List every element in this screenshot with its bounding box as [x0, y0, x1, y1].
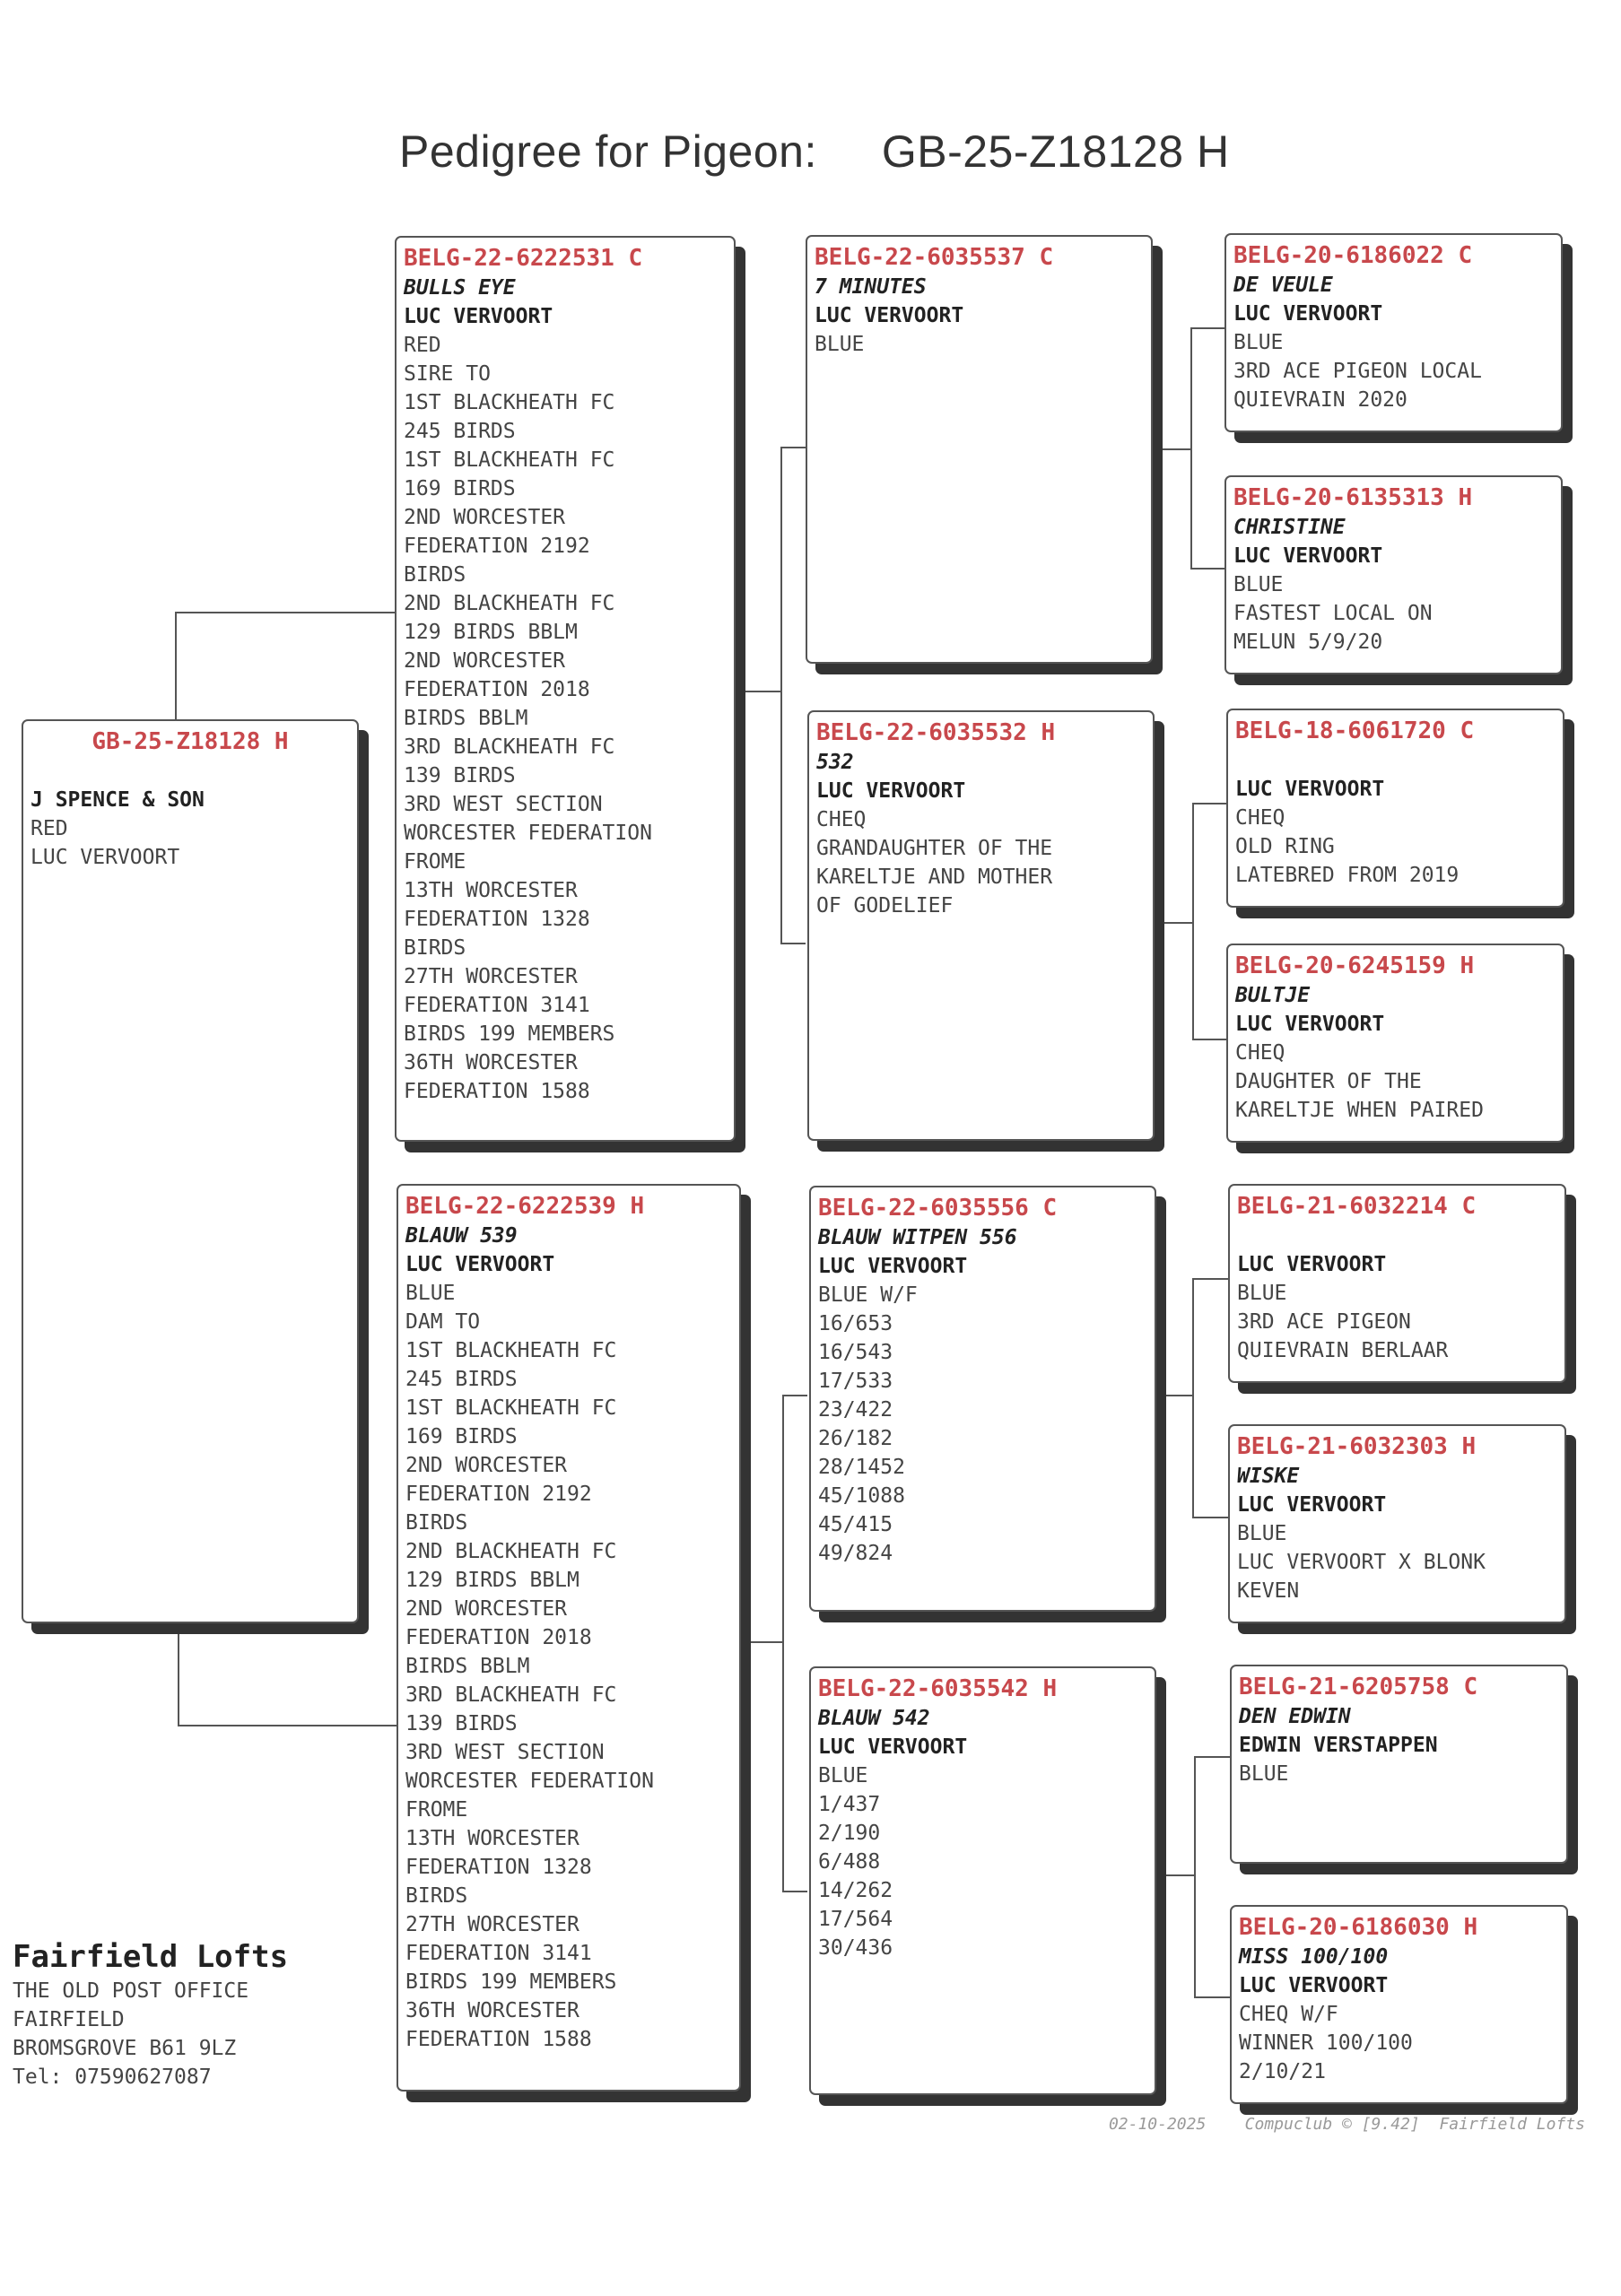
- detail-line: FEDERATION 2192: [404, 535, 590, 558]
- footer-loft: Fairfield Lofts: [1439, 2115, 1585, 2134]
- ring-number: BELG-18-6061720 C: [1235, 718, 1475, 744]
- detail-line: BIRDS: [404, 936, 466, 960]
- detail-line: 30/436: [818, 1936, 893, 1960]
- detail-line: OF GODELIEF: [816, 894, 954, 918]
- detail-line: 23/422: [818, 1398, 893, 1422]
- pigeon-name: WISKE: [1237, 1465, 1300, 1488]
- connector: [1192, 803, 1226, 804]
- detail-line: FEDERATION 1588: [405, 2028, 592, 2051]
- detail-line: 245 BIRDS: [405, 1368, 518, 1391]
- loft-name: Fairfield Lofts: [13, 1939, 289, 1975]
- detail-line: 16/653: [818, 1312, 893, 1335]
- dam-sire-sire-card: [1228, 1184, 1566, 1383]
- connector: [1192, 803, 1194, 1040]
- detail-line: BLUE: [1237, 1522, 1287, 1545]
- print-date: 02-10-2025: [1108, 2115, 1207, 2134]
- connector: [175, 612, 395, 613]
- pigeon-name: DEN EDWIN: [1239, 1705, 1351, 1728]
- breeder: LUC VERVOORT: [31, 846, 180, 869]
- loft-address-line: BROMSGROVE B61 9LZ: [13, 2037, 237, 2060]
- detail-line: BIRDS 199 MEMBERS: [405, 1970, 617, 1994]
- detail-line: 13TH WORCESTER: [404, 879, 578, 902]
- connector: [780, 447, 782, 944]
- detail-line: 28/1452: [818, 1456, 905, 1479]
- ring-number: BELG-21-6032303 H: [1237, 1433, 1477, 1460]
- owner: LUC VERVOORT: [1233, 302, 1383, 326]
- detail-line: 45/1088: [818, 1484, 905, 1508]
- ring-number: BELG-20-6135313 H: [1233, 484, 1473, 511]
- spacer: [31, 757, 350, 786]
- detail-line: GRANDAUGHTER OF THE: [816, 837, 1053, 860]
- dam-card: [397, 1184, 741, 2092]
- owner: LUC VERVOORT: [1237, 1253, 1387, 1276]
- details: [1233, 328, 1554, 414]
- detail-line: QUIEVRAIN BERLAAR: [1237, 1339, 1449, 1362]
- ring-number: BELG-20-6245159 H: [1235, 952, 1475, 979]
- detail-line: 1/437: [818, 1793, 881, 1816]
- ring-number: BELG-22-6035532 H: [816, 719, 1056, 746]
- detail-line: 27TH WORCESTER: [404, 965, 578, 988]
- ring-number: BELG-21-6205758 C: [1239, 1674, 1478, 1700]
- connector: [1155, 922, 1192, 924]
- detail-line: CHEQ W/F: [1239, 2003, 1338, 2026]
- owner: LUC VERVOORT: [1233, 544, 1383, 568]
- detail-line: 1ST BLACKHEATH FC: [404, 391, 615, 414]
- details: [1237, 1519, 1557, 1605]
- detail-line: FEDERATION 3141: [404, 994, 590, 1017]
- details: [816, 805, 1146, 920]
- details: [405, 1279, 732, 2054]
- detail-line: 3RD ACE PIGEON: [1237, 1310, 1411, 1334]
- connector: [178, 1623, 179, 1726]
- detail-line: KEVEN: [1237, 1579, 1300, 1603]
- detail-line: 169 BIRDS: [405, 1425, 518, 1448]
- connector: [1192, 1278, 1228, 1280]
- detail-line: BIRDS BBLM: [404, 707, 528, 730]
- pigeon-name: CHRISTINE: [1233, 516, 1346, 539]
- owner: LUC VERVOORT: [1239, 1974, 1389, 1997]
- connector: [1156, 1395, 1192, 1396]
- detail-line: BIRDS: [405, 1884, 468, 1908]
- ring-number: BELG-21-6032214 C: [1237, 1193, 1477, 1220]
- sire-dam-dam-card: [1226, 944, 1564, 1143]
- detail-line: WORCESTER FEDERATION: [404, 822, 652, 845]
- detail-line: 2ND BLACKHEATH FC: [404, 592, 615, 615]
- owner: LUC VERVOORT: [815, 304, 964, 327]
- connector: [780, 943, 806, 944]
- details: [818, 1281, 1147, 1568]
- detail-line: 2ND BLACKHEATH FC: [405, 1540, 617, 1563]
- detail-line: 139 BIRDS: [404, 764, 516, 787]
- detail-line: WINNER 100/100: [1239, 2031, 1413, 2055]
- pigeon-name: BLAUW 539: [405, 1224, 518, 1248]
- detail-line: 14/262: [818, 1879, 893, 1902]
- connector: [1192, 1039, 1226, 1040]
- detail-line: WORCESTER FEDERATION: [405, 1770, 654, 1793]
- detail-line: CHEQ: [1235, 806, 1285, 830]
- detail-line: 3RD WEST SECTION: [405, 1741, 605, 1764]
- detail-line: LUC VERVOORT X BLONK: [1237, 1551, 1486, 1574]
- detail-line: FEDERATION 3141: [405, 1942, 592, 1965]
- connector: [782, 1395, 784, 1892]
- detail-line: SIRE TO: [404, 362, 491, 386]
- detail-line: CHEQ: [1235, 1041, 1285, 1065]
- detail-line: 2ND WORCESTER: [405, 1454, 568, 1477]
- sire-sire-sire-card: [1224, 233, 1563, 432]
- connector: [1153, 448, 1190, 450]
- connector: [782, 1395, 807, 1396]
- detail-line: RED: [404, 334, 441, 357]
- detail-line: CHEQ: [816, 808, 867, 831]
- pigeon-name: 532: [816, 751, 854, 774]
- pigeon-name: MISS 100/100: [1239, 1945, 1389, 1969]
- detail-line: 2/10/21: [1239, 2060, 1326, 2083]
- detail-line: 17/533: [818, 1370, 893, 1393]
- loft-address-line: THE OLD POST OFFICE: [13, 1979, 249, 2003]
- connector: [1192, 1278, 1194, 1518]
- sire-sire-dam-card: [1224, 475, 1563, 674]
- pigeon-name: 7 MINUTES: [815, 275, 927, 299]
- detail-line: 129 BIRDS BBLM: [404, 621, 578, 644]
- ring-number: BELG-22-6222531 C: [404, 245, 643, 272]
- detail-line: 3RD WEST SECTION: [404, 793, 603, 816]
- connector: [1192, 1517, 1228, 1518]
- detail-line: BIRDS: [405, 1511, 468, 1535]
- colour: RED: [31, 817, 68, 840]
- detail-line: 6/488: [818, 1850, 881, 1874]
- connector: [780, 447, 806, 448]
- detail-line: BLUE W/F: [818, 1283, 918, 1307]
- detail-line: FEDERATION 1328: [404, 908, 590, 931]
- detail-line: 16/543: [818, 1341, 893, 1364]
- detail-line: FEDERATION 2018: [405, 1626, 592, 1649]
- sire-sire-card: [806, 235, 1153, 664]
- detail-line: MELUN 5/9/20: [1233, 631, 1383, 654]
- detail-line: 1ST BLACKHEATH FC: [404, 448, 615, 472]
- owner: LUC VERVOORT: [1235, 778, 1385, 801]
- detail-line: BIRDS: [404, 563, 466, 587]
- details: [815, 330, 1144, 359]
- detail-line: BLUE: [815, 333, 865, 356]
- detail-line: BLUE: [1237, 1282, 1287, 1305]
- detail-line: 27TH WORCESTER: [405, 1913, 580, 1936]
- ring-number: GB-25-Z18128 H: [92, 728, 289, 755]
- detail-line: BIRDS BBLM: [405, 1655, 530, 1678]
- connector: [178, 1725, 397, 1726]
- connector: [175, 612, 177, 719]
- connector: [1190, 327, 1192, 570]
- sire-card: [395, 236, 736, 1142]
- pigeon-name: [1235, 746, 1556, 775]
- loft-phone: Tel: 07590627087: [13, 2066, 212, 2089]
- pigeon-name: DE VEULE: [1233, 274, 1333, 297]
- owner: J SPENCE & SON: [31, 788, 205, 812]
- details: [1239, 2000, 1559, 2086]
- detail-line: 3RD BLACKHEATH FC: [405, 1683, 617, 1707]
- pigeon-name: BULTJE: [1235, 984, 1311, 1007]
- pigeon-name: BLAUW 542: [818, 1707, 930, 1730]
- detail-line: BLUE: [1233, 331, 1284, 354]
- dam-dam-card: [809, 1666, 1156, 2095]
- detail-line: BIRDS 199 MEMBERS: [404, 1022, 615, 1046]
- detail-line: BLUE: [405, 1282, 456, 1305]
- connector: [1190, 568, 1224, 570]
- dam-sire-card: [809, 1186, 1156, 1612]
- detail-line: FEDERATION 1328: [405, 1856, 592, 1879]
- detail-line: FASTEST LOCAL ON: [1233, 602, 1433, 625]
- detail-line: 2ND WORCESTER: [404, 649, 566, 673]
- detail-line: BLUE: [1233, 573, 1284, 596]
- detail-line: 36TH WORCESTER: [405, 1999, 580, 2022]
- owner: LUC VERVOORT: [1235, 1013, 1385, 1036]
- detail-line: 1ST BLACKHEATH FC: [405, 1339, 617, 1362]
- software-credit: Compuclub © [9.42]: [1244, 2115, 1420, 2134]
- detail-line: 1ST BLACKHEATH FC: [405, 1396, 617, 1420]
- dam-dam-sire-card: [1230, 1665, 1568, 1864]
- ring-number: BELG-22-6035542 H: [818, 1675, 1058, 1702]
- detail-line: 139 BIRDS: [405, 1712, 518, 1735]
- loft-address-line: FAIRFIELD: [13, 2008, 125, 2031]
- detail-line: 2ND WORCESTER: [404, 506, 566, 529]
- details: [404, 331, 727, 1106]
- detail-line: FEDERATION 2018: [404, 678, 590, 701]
- ring-number: BELG-22-6035537 C: [815, 244, 1054, 271]
- detail-line: LATEBRED FROM 2019: [1235, 864, 1460, 887]
- print-footer: [1109, 2115, 1585, 2134]
- connector: [1194, 1996, 1230, 1998]
- connector: [782, 1891, 807, 1892]
- connector: [1190, 327, 1224, 329]
- pigeon-name: BULLS EYE: [404, 276, 516, 300]
- loft-info: [13, 1937, 288, 2092]
- ring-number: BELG-20-6186022 C: [1233, 242, 1473, 269]
- detail-line: FEDERATION 1588: [404, 1080, 590, 1103]
- detail-line: 36TH WORCESTER: [404, 1051, 578, 1074]
- owner: LUC VERVOORT: [818, 1255, 968, 1278]
- detail-line: 13TH WORCESTER: [405, 1827, 580, 1850]
- detail-line: BLUE: [818, 1764, 868, 1787]
- detail-line: FROME: [405, 1798, 468, 1822]
- detail-line: QUIEVRAIN 2020: [1233, 388, 1407, 412]
- owner: LUC VERVOORT: [816, 779, 966, 803]
- connector: [1194, 1756, 1196, 1998]
- title-ring: GB-25-Z18128 H: [881, 126, 1230, 177]
- details: [1233, 570, 1554, 657]
- connector: [1194, 1756, 1230, 1758]
- sire-dam-sire-card: [1226, 709, 1564, 908]
- detail-line: FEDERATION 2192: [405, 1483, 592, 1506]
- detail-line: FROME: [404, 850, 466, 874]
- detail-line: 2ND WORCESTER: [405, 1597, 568, 1621]
- owner: LUC VERVOORT: [405, 1253, 555, 1276]
- details: [1235, 1039, 1556, 1125]
- pigeon-name: BLAUW WITPEN 556: [818, 1226, 1017, 1249]
- detail-line: 129 BIRDS BBLM: [405, 1569, 580, 1592]
- detail-line: 245 BIRDS: [404, 420, 516, 443]
- details: [1235, 804, 1556, 890]
- detail-line: DAM TO: [405, 1310, 481, 1334]
- dam-sire-dam-card: [1228, 1424, 1566, 1623]
- detail-line: 49/824: [818, 1542, 893, 1565]
- pigeon-name: [1237, 1222, 1557, 1250]
- owner: EDWIN VERSTAPPEN: [1239, 1734, 1438, 1757]
- details: [1239, 1760, 1559, 1788]
- ring-number: BELG-22-6222539 H: [405, 1193, 645, 1220]
- connector: [736, 691, 782, 692]
- subject-card: [22, 719, 359, 1623]
- connector: [741, 1641, 784, 1643]
- detail-line: 26/182: [818, 1427, 893, 1450]
- detail-line: 3RD ACE PIGEON LOCAL: [1233, 360, 1482, 383]
- detail-line: 3RD BLACKHEATH FC: [404, 735, 615, 759]
- owner: LUC VERVOORT: [404, 305, 553, 328]
- page-title: [399, 126, 1230, 178]
- owner: LUC VERVOORT: [1237, 1493, 1387, 1517]
- detail-line: DAUGHTER OF THE: [1235, 1070, 1422, 1093]
- detail-line: 169 BIRDS: [404, 477, 516, 500]
- details: [818, 1761, 1147, 1962]
- ring-number: BELG-20-6186030 H: [1239, 1914, 1478, 1941]
- connector: [1156, 1874, 1194, 1876]
- detail-line: 17/564: [818, 1908, 893, 1931]
- detail-line: KARELTJE AND MOTHER: [816, 865, 1053, 889]
- detail-line: 2/190: [818, 1822, 881, 1845]
- sire-dam-card: [807, 710, 1155, 1141]
- detail-line: KARELTJE WHEN PAIRED: [1235, 1099, 1484, 1122]
- details: [1237, 1279, 1557, 1365]
- detail-line: BLUE: [1239, 1762, 1289, 1786]
- detail-line: OLD RING: [1235, 835, 1335, 858]
- owner: LUC VERVOORT: [818, 1735, 968, 1759]
- title-label: Pedigree for Pigeon:: [399, 126, 817, 177]
- ring-number: BELG-22-6035556 C: [818, 1195, 1058, 1222]
- dam-dam-dam-card: [1230, 1905, 1568, 2104]
- detail-line: 45/415: [818, 1513, 893, 1536]
